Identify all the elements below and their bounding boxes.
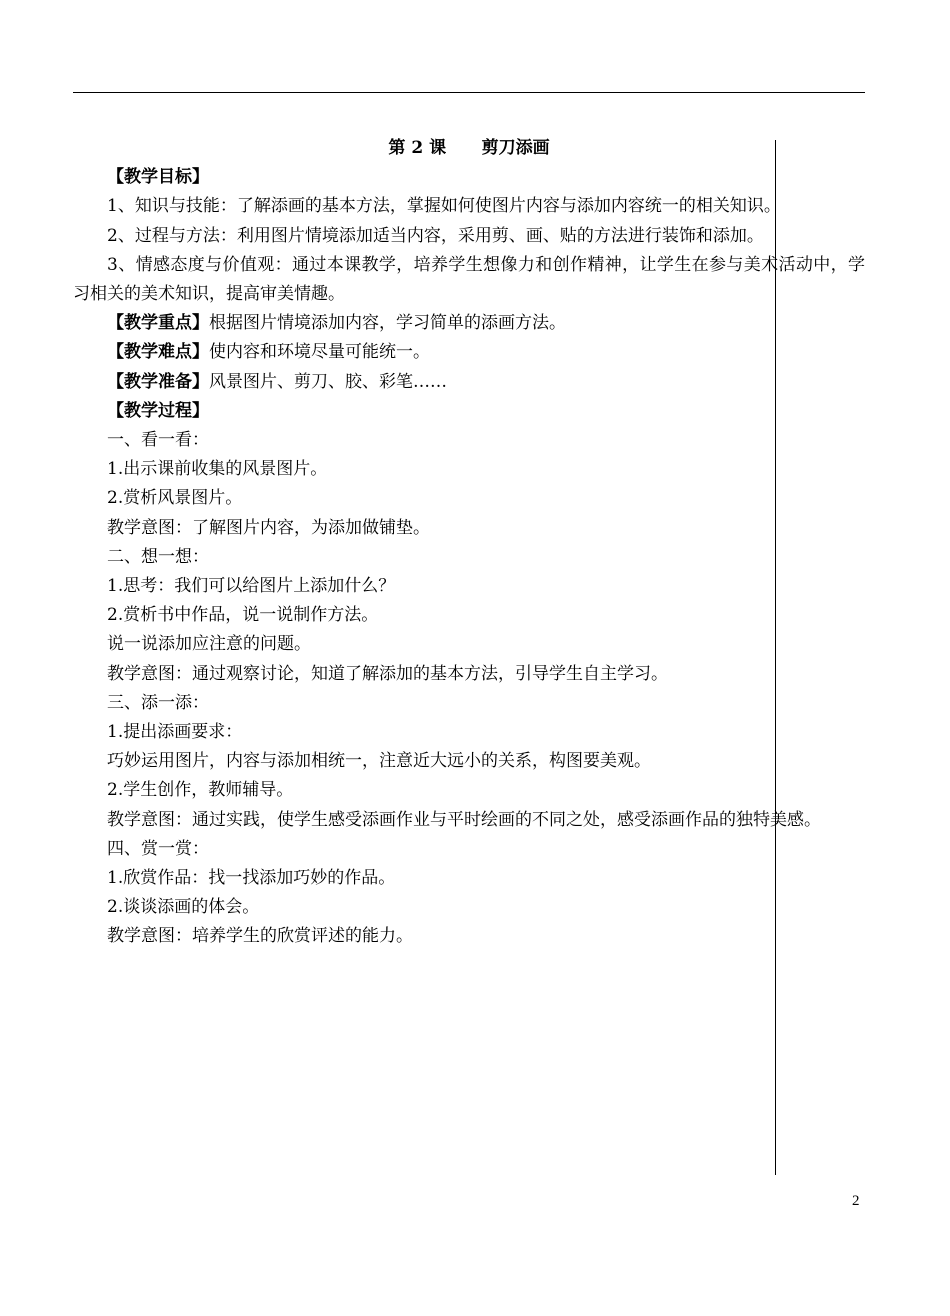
step2-item-2: 2.赏析书中作品，说一说制作方法。: [107, 605, 379, 626]
step1-title: 一、看一看：: [107, 430, 209, 451]
difficulty-heading: 【教学难点】: [107, 342, 209, 363]
objective-knowledge: 1、知识与技能：了解添画的基本方法，掌握如何使图片内容与添加内容统一的相关知识。: [107, 196, 781, 217]
preparation-text: 风景图片、剪刀、胶、彩笔……: [209, 371, 447, 392]
lesson-plan-body: [73, 134, 865, 952]
lesson-title: 第 2 课 剪刀添画: [388, 138, 550, 158]
step1-item-2: 2.赏析风景图片。: [107, 488, 243, 509]
step2-title: 二、想一想：: [107, 546, 209, 567]
step2-item-3: 说一说添加应注意的问题。: [107, 634, 311, 655]
preparation-heading: 【教学准备】: [107, 371, 209, 392]
process-heading: 【教学过程】: [107, 400, 209, 421]
step3-title: 三、添一添：: [107, 692, 209, 713]
step2-intent: 教学意图：通过观察讨论，知道了解添加的基本方法，引导学生自主学习。: [107, 663, 668, 684]
step3-item-2: 2.学生创作，教师辅导。: [107, 780, 294, 801]
step2-item-1: 1.思考：我们可以给图片上添加什么？: [107, 576, 396, 597]
step3-item-1: 1.提出添画要求：: [107, 722, 243, 743]
objective-process: 2、过程与方法：利用图片情境添加适当内容，采用剪、画、贴的方法进行装饰和添加。: [107, 225, 764, 246]
key-point-heading: 【教学重点】: [107, 313, 209, 334]
step4-title: 四、赏一赏：: [107, 838, 209, 859]
objective-heading: 【教学目标】: [107, 167, 209, 188]
difficulty-row: [73, 338, 865, 367]
step4-intent: 教学意图：培养学生的欣赏评述的能力。: [107, 926, 413, 947]
key-point-row: [73, 309, 865, 338]
objective-attitude: 3、情感态度与价值观：通过本课教学，培养学生想像力和创作精神，让学生在参与美术活动中，学习相关的美术知识，提高审美情趣。: [73, 254, 865, 305]
header-rule: [73, 92, 865, 93]
page-number: 2: [852, 1193, 860, 1209]
step1-intent: 教学意图：了解图片内容，为添加做铺垫。: [107, 517, 430, 538]
key-point-text: 根据图片情境添加内容，学习简单的添画方法。: [209, 313, 566, 334]
difficulty-text: 使内容和环境尽量可能统一。: [209, 342, 430, 363]
step4-item-2: 2.谈谈添画的体会。: [107, 897, 260, 918]
step4-item-1: 1.欣赏作品：找一找添加巧妙的作品。: [107, 868, 396, 889]
step1-item-1: 1.出示课前收集的风景图片。: [107, 459, 328, 480]
preparation-row: [73, 368, 865, 397]
step3-item-1-detail: 巧妙运用图片，内容与添加相统一，注意近大远小的关系，构图要美观。: [107, 751, 651, 772]
step3-intent: 教学意图：通过实践，使学生感受添画作业与平时绘画的不同之处，感受添画作品的独特美感。: [107, 809, 821, 830]
